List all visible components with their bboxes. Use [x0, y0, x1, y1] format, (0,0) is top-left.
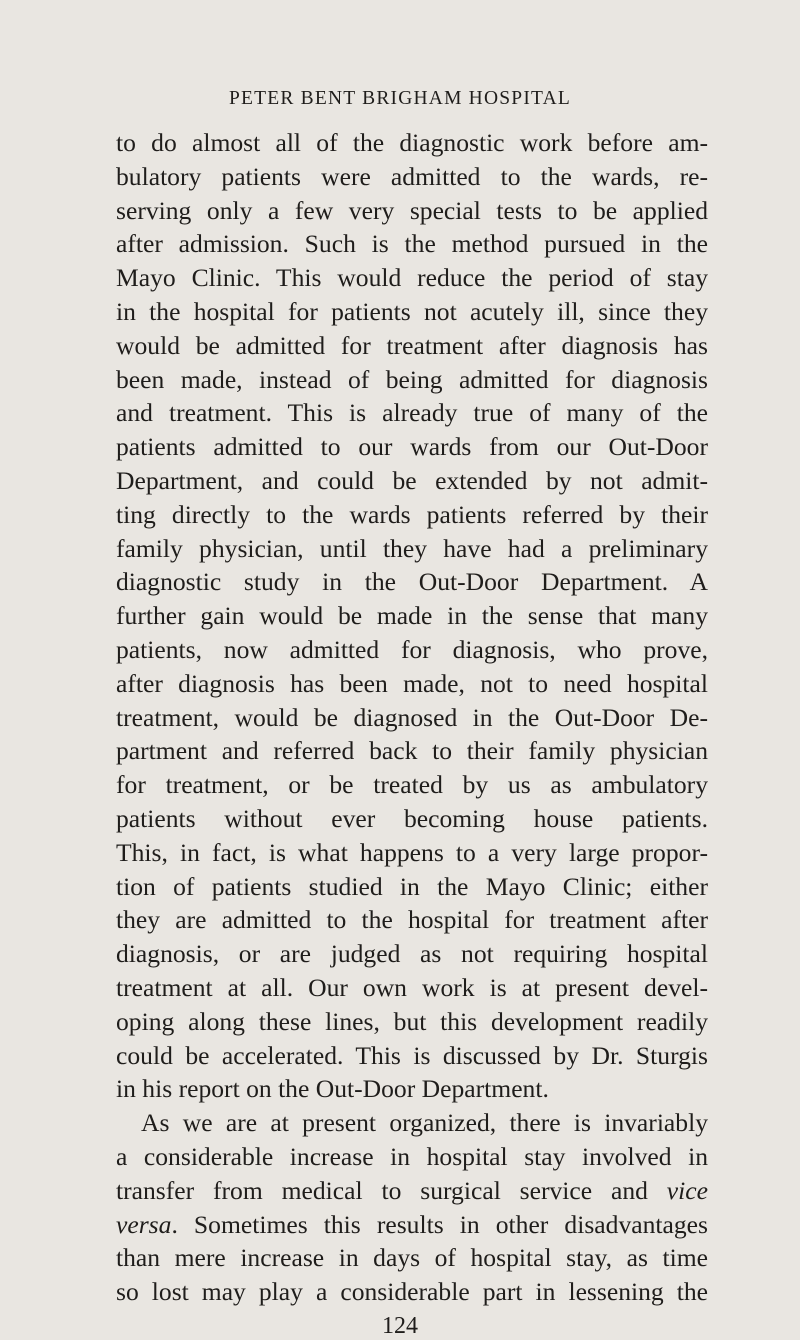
line-text: transfer from medical to surgical service and: [116, 1175, 667, 1205]
text-line: Department, and could be extended by not admit-: [116, 466, 708, 495]
text-line: bulatory patients were admitted to the wards, re-: [116, 161, 708, 191]
text-line: serving only a few very special tests to be applied: [116, 195, 708, 225]
text-line: after admission. Such is the method pursued in the: [116, 229, 708, 259]
paragraph-line: than mere increase in days of hospital stay, as time: [116, 1243, 708, 1273]
italic-term: versa: [116, 1209, 172, 1239]
text-line: treatment, would be diagnosed in the Out-Door De-: [116, 702, 708, 732]
text-line: ting directly to the wards patients referred by their: [116, 499, 708, 529]
paragraph-line: [116, 1208, 708, 1242]
text-line: patients without ever becoming house patients.: [116, 804, 708, 833]
paragraph-first-line: As we are at present organized, there is invariably: [141, 1108, 708, 1138]
paragraph-line: a considerable increase in hospital stay involved in: [116, 1142, 708, 1171]
text-line: in the hospital for patients not acutely ill, since they: [116, 297, 708, 326]
italic-term: vice: [666, 1175, 708, 1205]
text-line: Mayo Clinic. This would reduce the period of stay: [116, 263, 708, 293]
line-text: . Sometimes this results in other disadvantages: [171, 1209, 708, 1239]
text-line: in his report on the Out-Door Department.: [116, 1074, 549, 1104]
paragraph-line: so lost may play a considerable part in lessening the: [116, 1277, 708, 1307]
page-number: 124: [382, 1313, 418, 1339]
text-line: This, in fact, is what happens to a very large propor-: [116, 837, 708, 867]
text-line: tion of patients studied in the Mayo Clinic; either: [116, 871, 708, 901]
text-line: they are admitted to the hospital for treatment after: [116, 905, 708, 935]
text-line: to do almost all of the diagnostic work before am-: [116, 128, 708, 157]
text-line: for treatment, or be treated by us as ambulatory: [116, 770, 708, 800]
text-line: diagnostic study in the Out-Door Department. A: [116, 567, 708, 597]
text-line: family physician, until they have had a preliminary: [116, 533, 708, 563]
text-line: oping along these lines, but this development readily: [116, 1006, 708, 1036]
text-line: been made, instead of being admitted for diagnosis: [116, 364, 708, 394]
text-line: diagnosis, or are judged as not requiring hospital: [116, 939, 708, 969]
text-line: patients admitted to our wards from our Out-Door: [116, 432, 708, 462]
paragraph-line: [116, 1174, 708, 1208]
text-line: could be accelerated. This is discussed by Dr. Sturgis: [116, 1040, 708, 1070]
text-line: after diagnosis has been made, not to need hospital: [116, 668, 708, 698]
text-line: further gain would be made in the sense that many: [116, 601, 708, 631]
text-line: patients, now admitted for diagnosis, who prove,: [116, 635, 708, 664]
text-line: and treatment. This is already true of many of the: [116, 398, 708, 428]
running-head: PETER BENT BRIGHAM HOSPITAL: [229, 88, 571, 109]
text-line: treatment at all. Our own work is at present devel-: [116, 973, 708, 1002]
text-line: would be admitted for treatment after diagnosis has: [116, 330, 708, 360]
text-line: partment and referred back to their family physician: [116, 736, 708, 766]
